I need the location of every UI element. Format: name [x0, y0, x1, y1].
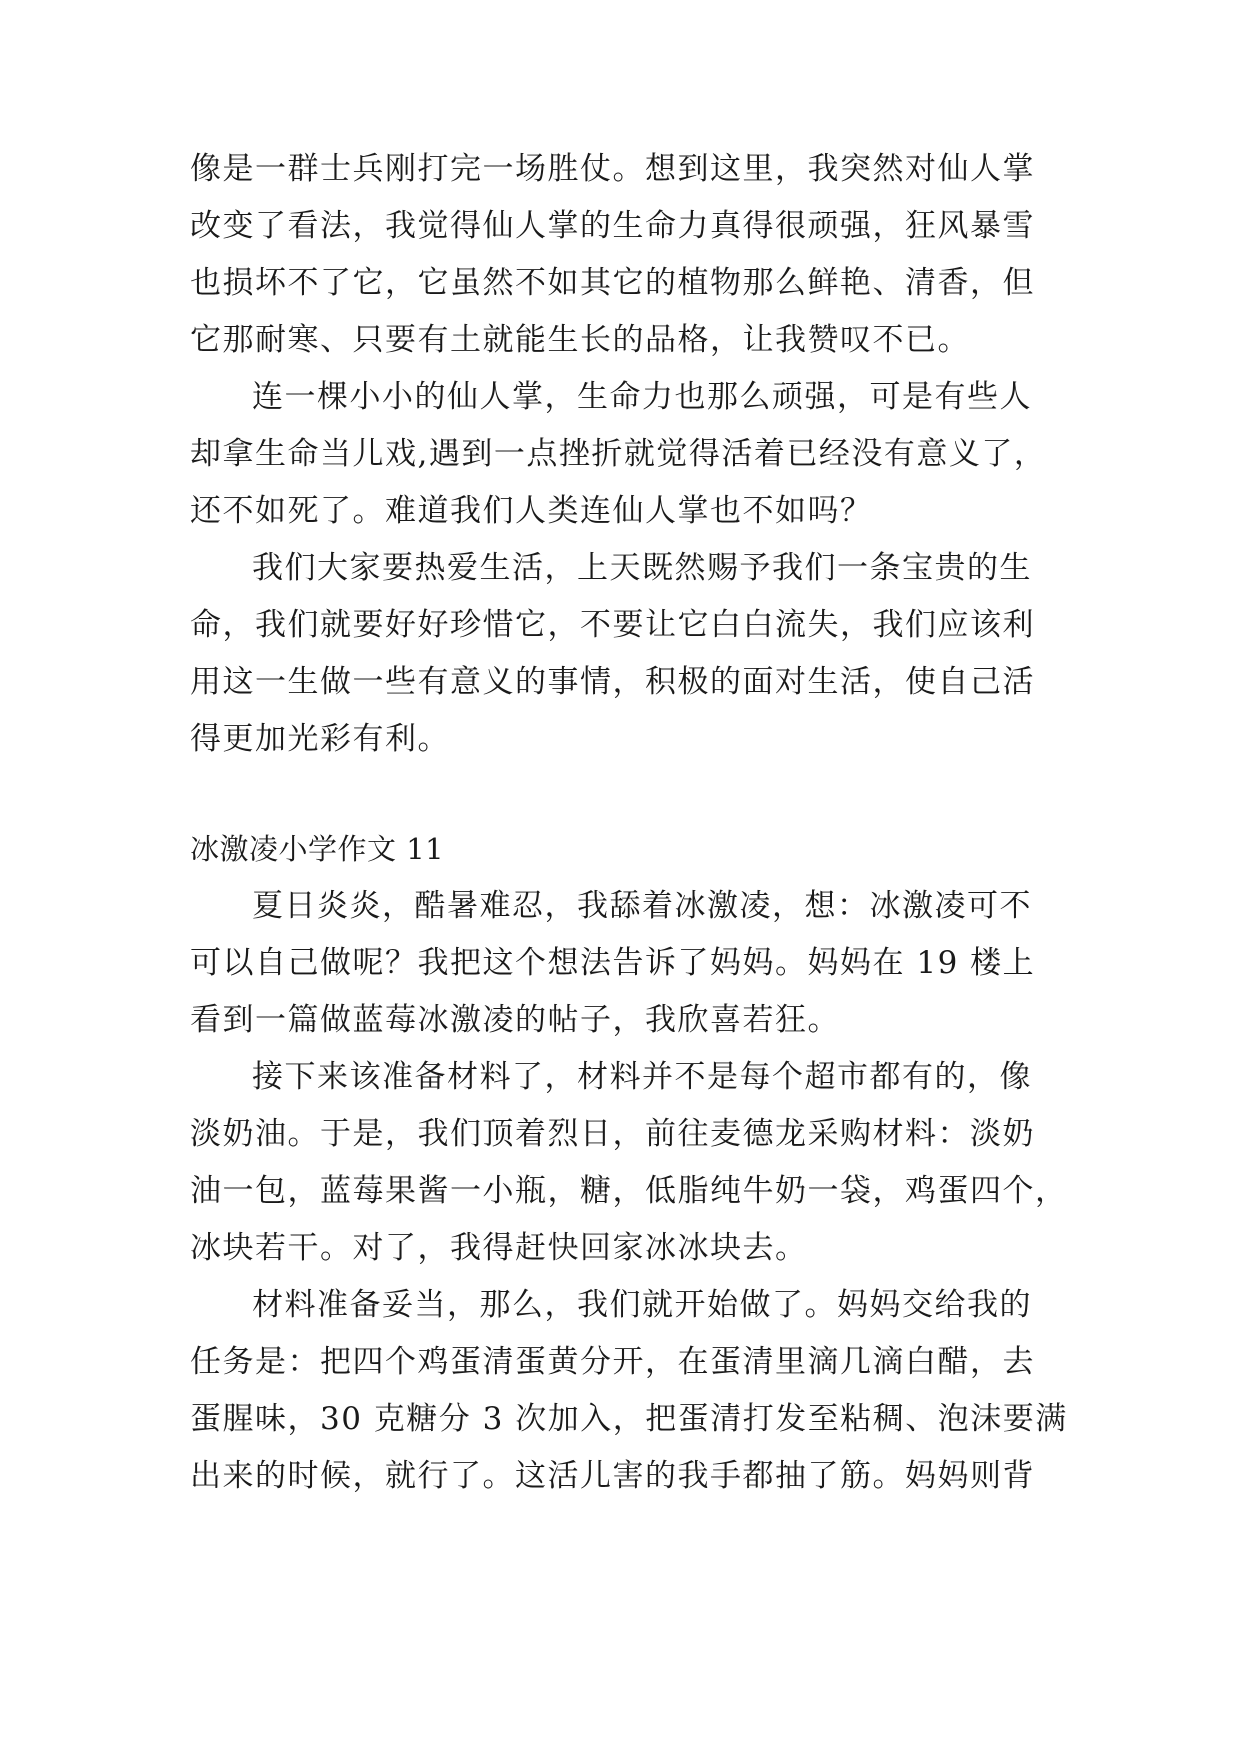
paragraph-first-line: 夏日炎炎，酷暑难忍，我舔着冰激凌，想：冰激凌可不	[252, 888, 1032, 924]
text-line: 可以自己做呢？我把这个想法告诉了妈妈。妈妈在 19 楼上	[190, 945, 1036, 981]
paragraph-first-line: 接下来该准备材料了，材料并不是每个超市都有的，像	[252, 1059, 1032, 1095]
text-line: 蛋腥味，30 克糖分 3 次加入，把蛋清打发至粘稠、泡沫要满	[190, 1401, 1068, 1437]
section-title: 冰激凌小学作文 11	[190, 832, 445, 866]
paragraph-first-line: 连一棵小小的仙人掌，生命力也那么顽强，可是有些人	[252, 379, 1032, 415]
text-line: 却拿生命当儿戏,遇到一点挫折就觉得活着已经没有意义了，	[190, 436, 1047, 472]
text-line: 像是一群士兵刚打完一场胜仗。想到这里，我突然对仙人掌	[190, 151, 1035, 187]
text-line: 任务是：把四个鸡蛋清蛋黄分开，在蛋清里滴几滴白醋，去	[190, 1344, 1035, 1380]
text-line: 它那耐寒、只要有土就能生长的品格，让我赞叹不已。	[190, 322, 970, 358]
text-line: 淡奶油。于是，我们顶着烈日，前往麦德龙采购材料：淡奶	[190, 1116, 1035, 1152]
text-line: 油一包，蓝莓果酱一小瓶，糖，低脂纯牛奶一袋，鸡蛋四个，	[190, 1173, 1068, 1209]
text-line: 看到一篇做蓝莓冰激凌的帖子，我欣喜若狂。	[190, 1002, 840, 1038]
text-line: 还不如死了。难道我们人类连仙人掌也不如吗？	[190, 493, 873, 529]
text-line: 得更加光彩有利。	[190, 721, 450, 757]
document-page	[190, 0, 1068, 1754]
text-line: 用这一生做一些有意义的事情，积极的面对生活，使自己活	[190, 664, 1035, 700]
paragraph-first-line: 材料准备妥当，那么，我们就开始做了。妈妈交给我的	[252, 1287, 1032, 1323]
text-line: 冰块若干。对了，我得赶快回家冰冰块去。	[190, 1230, 808, 1266]
text-line: 出来的时候，就行了。这活儿害的我手都抽了筋。妈妈则背	[190, 1458, 1035, 1494]
text-line: 命，我们就要好好珍惜它，不要让它白白流失，我们应该利	[190, 607, 1035, 643]
text-line: 也损坏不了它，它虽然不如其它的植物那么鲜艳、清香，但	[190, 265, 1035, 301]
paragraph-first-line: 我们大家要热爱生活，上天既然赐予我们一条宝贵的生	[252, 550, 1032, 586]
text-line: 改变了看法，我觉得仙人掌的生命力真得很顽强，狂风暴雪	[190, 208, 1035, 244]
